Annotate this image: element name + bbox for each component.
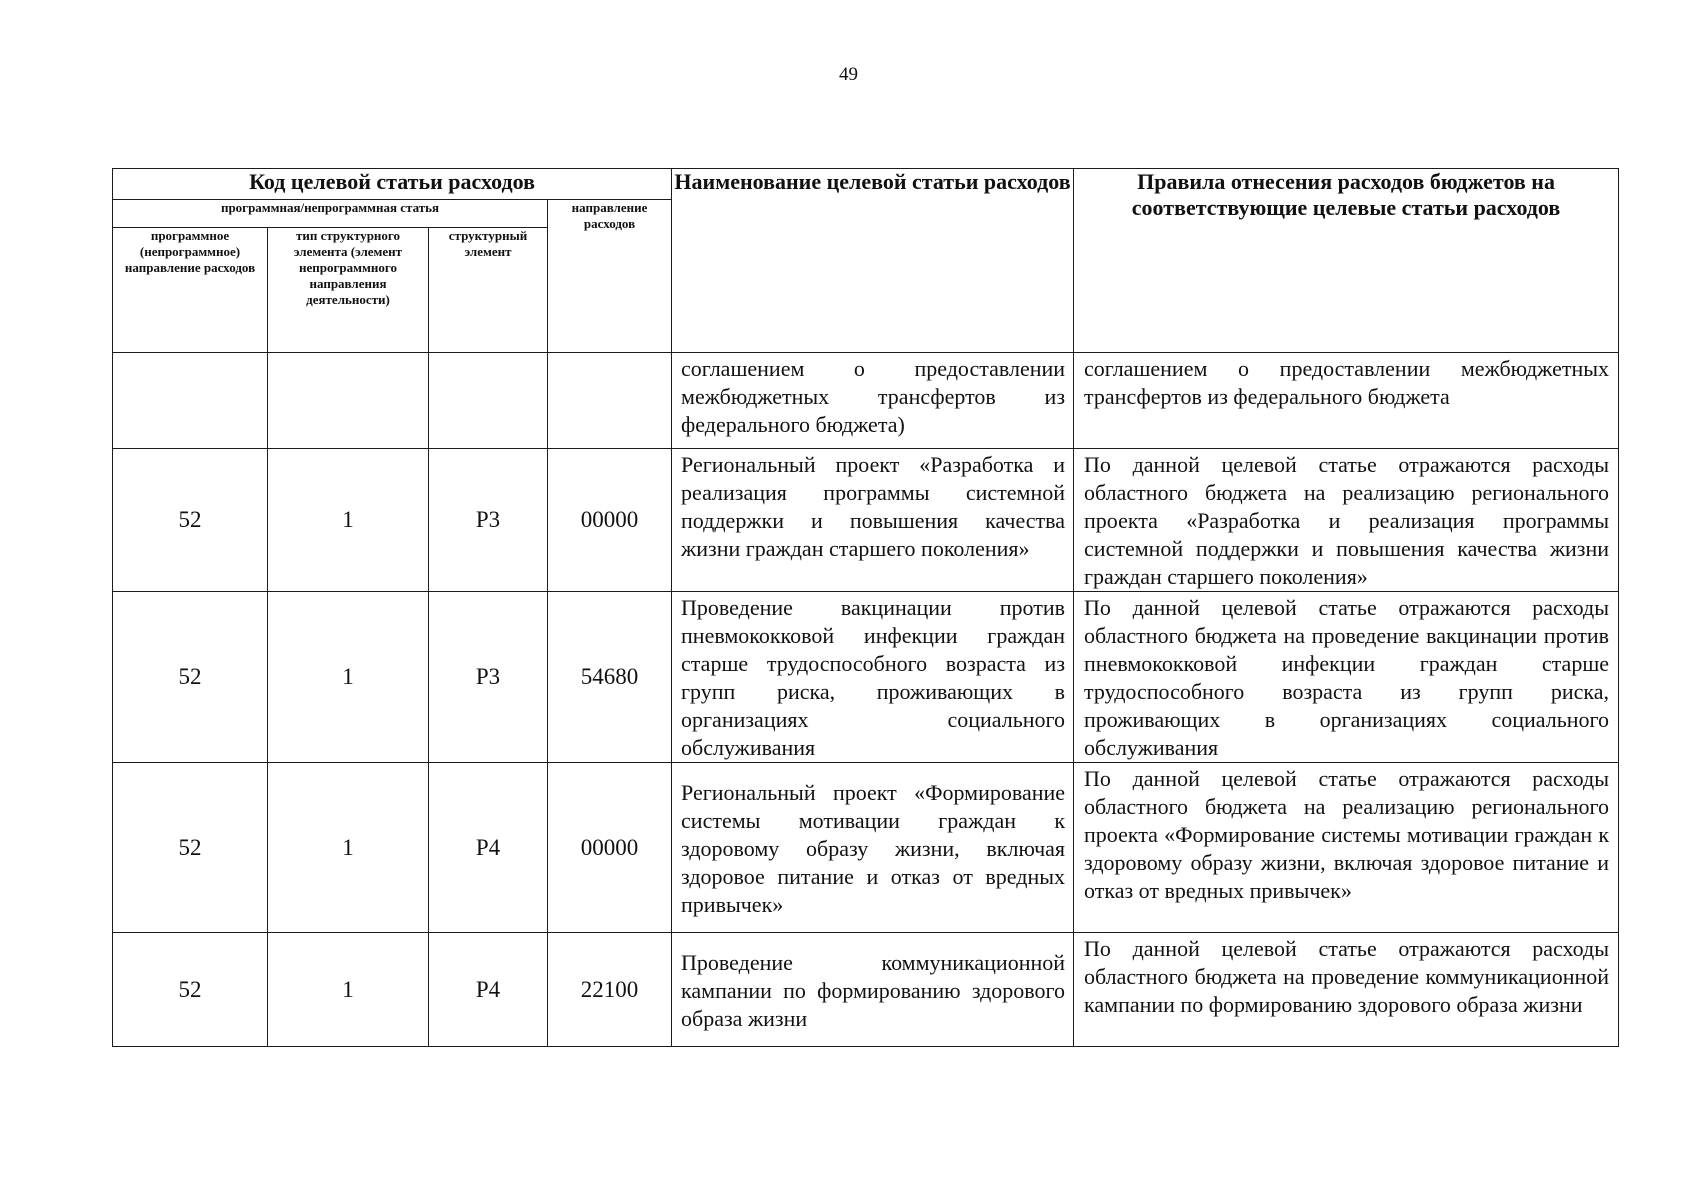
direction-cell: 00000: [548, 449, 672, 592]
element-cell: [429, 353, 548, 449]
table-row: [113, 592, 1619, 763]
rules-header: Правила отнесения расходов бюджетов на соответствующие целевые статьи расходов: [1074, 169, 1619, 353]
table-row: [113, 353, 1619, 449]
rule-cell: По данной целевой статье отражаются расходы областного бюджета на реализацию регионального проекта «Формирование системы мотивации граждан к здоровому образу жизни, включая здоровое питание и отказ от вредных привычек»: [1074, 763, 1619, 933]
name-cell: соглашением о предоставлении межбюджетных трансфертов из федерального бюджета): [672, 353, 1074, 449]
structural-element-header: структурный элемент: [429, 228, 548, 353]
table-row: [113, 763, 1619, 933]
element-cell: P3: [429, 449, 548, 592]
table-body: [113, 353, 1619, 1047]
direction-cell: 00000: [548, 763, 672, 933]
expense-codes-table: [112, 168, 1619, 1047]
program-cell: 52: [113, 592, 268, 763]
type-cell: 1: [268, 763, 429, 933]
type-cell: [268, 353, 429, 449]
name-cell: Проведение коммуникационной кампании по формированию здорового образа жизни: [672, 933, 1074, 1047]
direction-cell: 54680: [548, 592, 672, 763]
program-cell: 52: [113, 763, 268, 933]
type-cell: 1: [268, 592, 429, 763]
table-header: [113, 169, 1619, 353]
program-article-header: программная/непрограммная статья: [113, 200, 548, 228]
rule-cell: По данной целевой статье отражаются расходы областного бюджета на проведение коммуникационной кампании по формированию здорового образа жизни: [1074, 933, 1619, 1047]
type-cell: 1: [268, 933, 429, 1047]
page-number: 49: [839, 64, 858, 85]
direction-cell: [548, 353, 672, 449]
expense-direction-header: направление расходов: [548, 200, 672, 353]
table-row: [113, 933, 1619, 1047]
program-cell: 52: [113, 933, 268, 1047]
program-direction-header: программное (непрограммное) направление расходов: [113, 228, 268, 353]
name-cell: Региональный проект «Разработка и реализация программы системной поддержки и повышения качества жизни граждан старшего поколения»: [672, 449, 1074, 592]
code-header: Код целевой статьи расходов: [113, 169, 672, 200]
direction-cell: 22100: [548, 933, 672, 1047]
rule-cell: По данной целевой статье отражаются расходы областного бюджета на проведение вакцинации против пневмококковой инфекции граждан старше трудоспособного возраста из групп риска, проживающих в организациях социального обслуживания: [1074, 592, 1619, 763]
structural-type-header: тип структурного элемента (элемент непрограммного направления деятельности): [268, 228, 429, 353]
name-cell: Региональный проект «Формирование системы мотивации граждан к здоровому образу жизни, включая здоровое питание и отказ от вредных привычек»: [672, 763, 1074, 933]
name-cell: Проведение вакцинации против пневмококковой инфекции граждан старше трудоспособного возраста из групп риска, проживающих в организациях социального обслуживания: [672, 592, 1074, 763]
program-cell: [113, 353, 268, 449]
element-cell: P4: [429, 933, 548, 1047]
table-row: [113, 449, 1619, 592]
element-cell: P3: [429, 592, 548, 763]
type-cell: 1: [268, 449, 429, 592]
element-cell: P4: [429, 763, 548, 933]
name-header: Наименование целевой статьи расходов: [672, 169, 1074, 353]
program-cell: 52: [113, 449, 268, 592]
rule-cell: По данной целевой статье отражаются расходы областного бюджета на реализацию регионального проекта «Разработка и реализация программы системной поддержки и повышения качества жизни граждан старшего поколения»: [1074, 449, 1619, 592]
rule-cell: соглашением о предоставлении межбюджетных трансфертов из федерального бюджета: [1074, 353, 1619, 449]
